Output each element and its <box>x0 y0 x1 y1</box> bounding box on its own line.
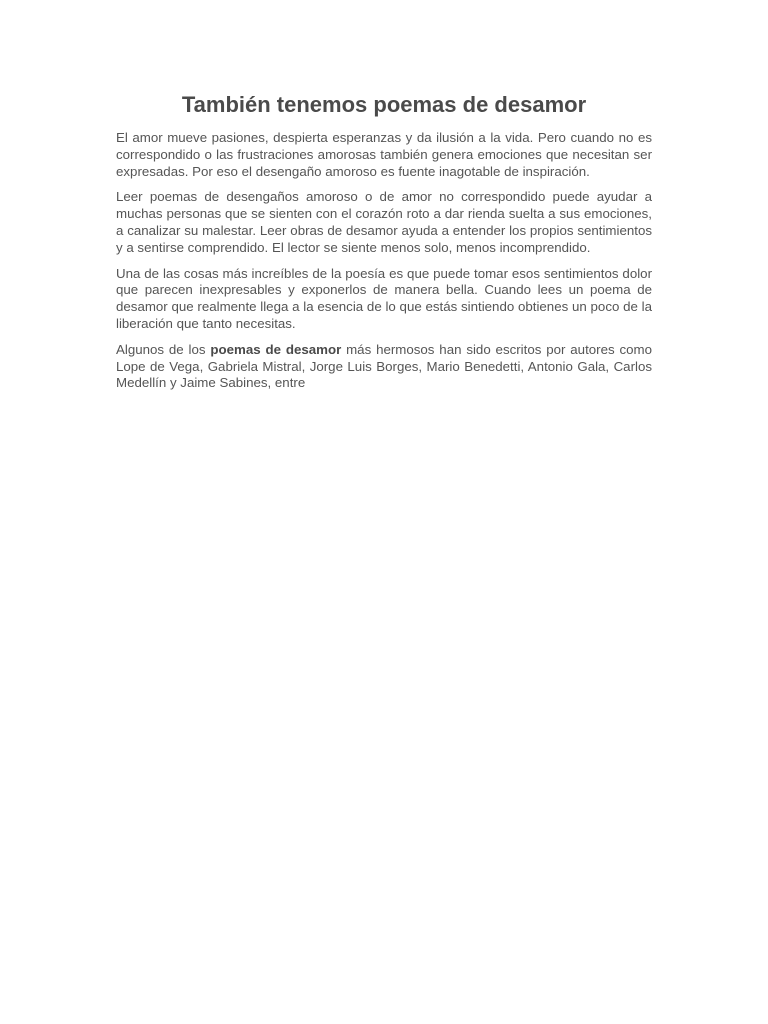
paragraph-4-rest: más hermosos han sido escritos por autores como Lope de Vega, Gabriela Mistral, Jorge Luis Borges, Mario Benedetti, Antonio Gala, Carlos Medellín y Jaime Sabines, entre <box>116 341 652 391</box>
paragraph-3: Una de las cosas más increíbles de la poesía es que puede tomar esos sentimientos dolor que parecen inexpresables y exponerlos de manera bella. Cuando lees un poema de desamor que realmente llega a la esencia de lo que estás sintiendo obtienes un poco de la liberación que tanto necesitas. <box>116 265 652 331</box>
paragraph-4-intro: Algunos de los <box>116 341 211 357</box>
document-title: También tenemos poemas de desamor <box>181 92 587 117</box>
paragraph-1: El amor mueve pasiones, despierta esperanzas y da ilusión a la vida. Pero cuando no es correspondido o las frustraciones amorosas también genera emociones que necesitan ser expresadas. Por eso el desengaño amoroso es fuente inagotable de inspiración. <box>116 130 652 179</box>
document-page <box>116 90 652 401</box>
bold-keyword: poemas de desamor <box>210 341 342 357</box>
paragraph-2: Leer poemas de desengaños amoroso o de amor no correspondido puede ayudar a muchas personas que se sienten con el corazón roto a dar rienda suelta a sus emociones, a canalizar su malestar. Leer obras de desamor ayuda a entender los propios sentimientos y a sentirse comprendido. El lector se siente menos solo, menos incomprendido. <box>116 189 652 255</box>
paragraph-4 <box>116 342 652 392</box>
